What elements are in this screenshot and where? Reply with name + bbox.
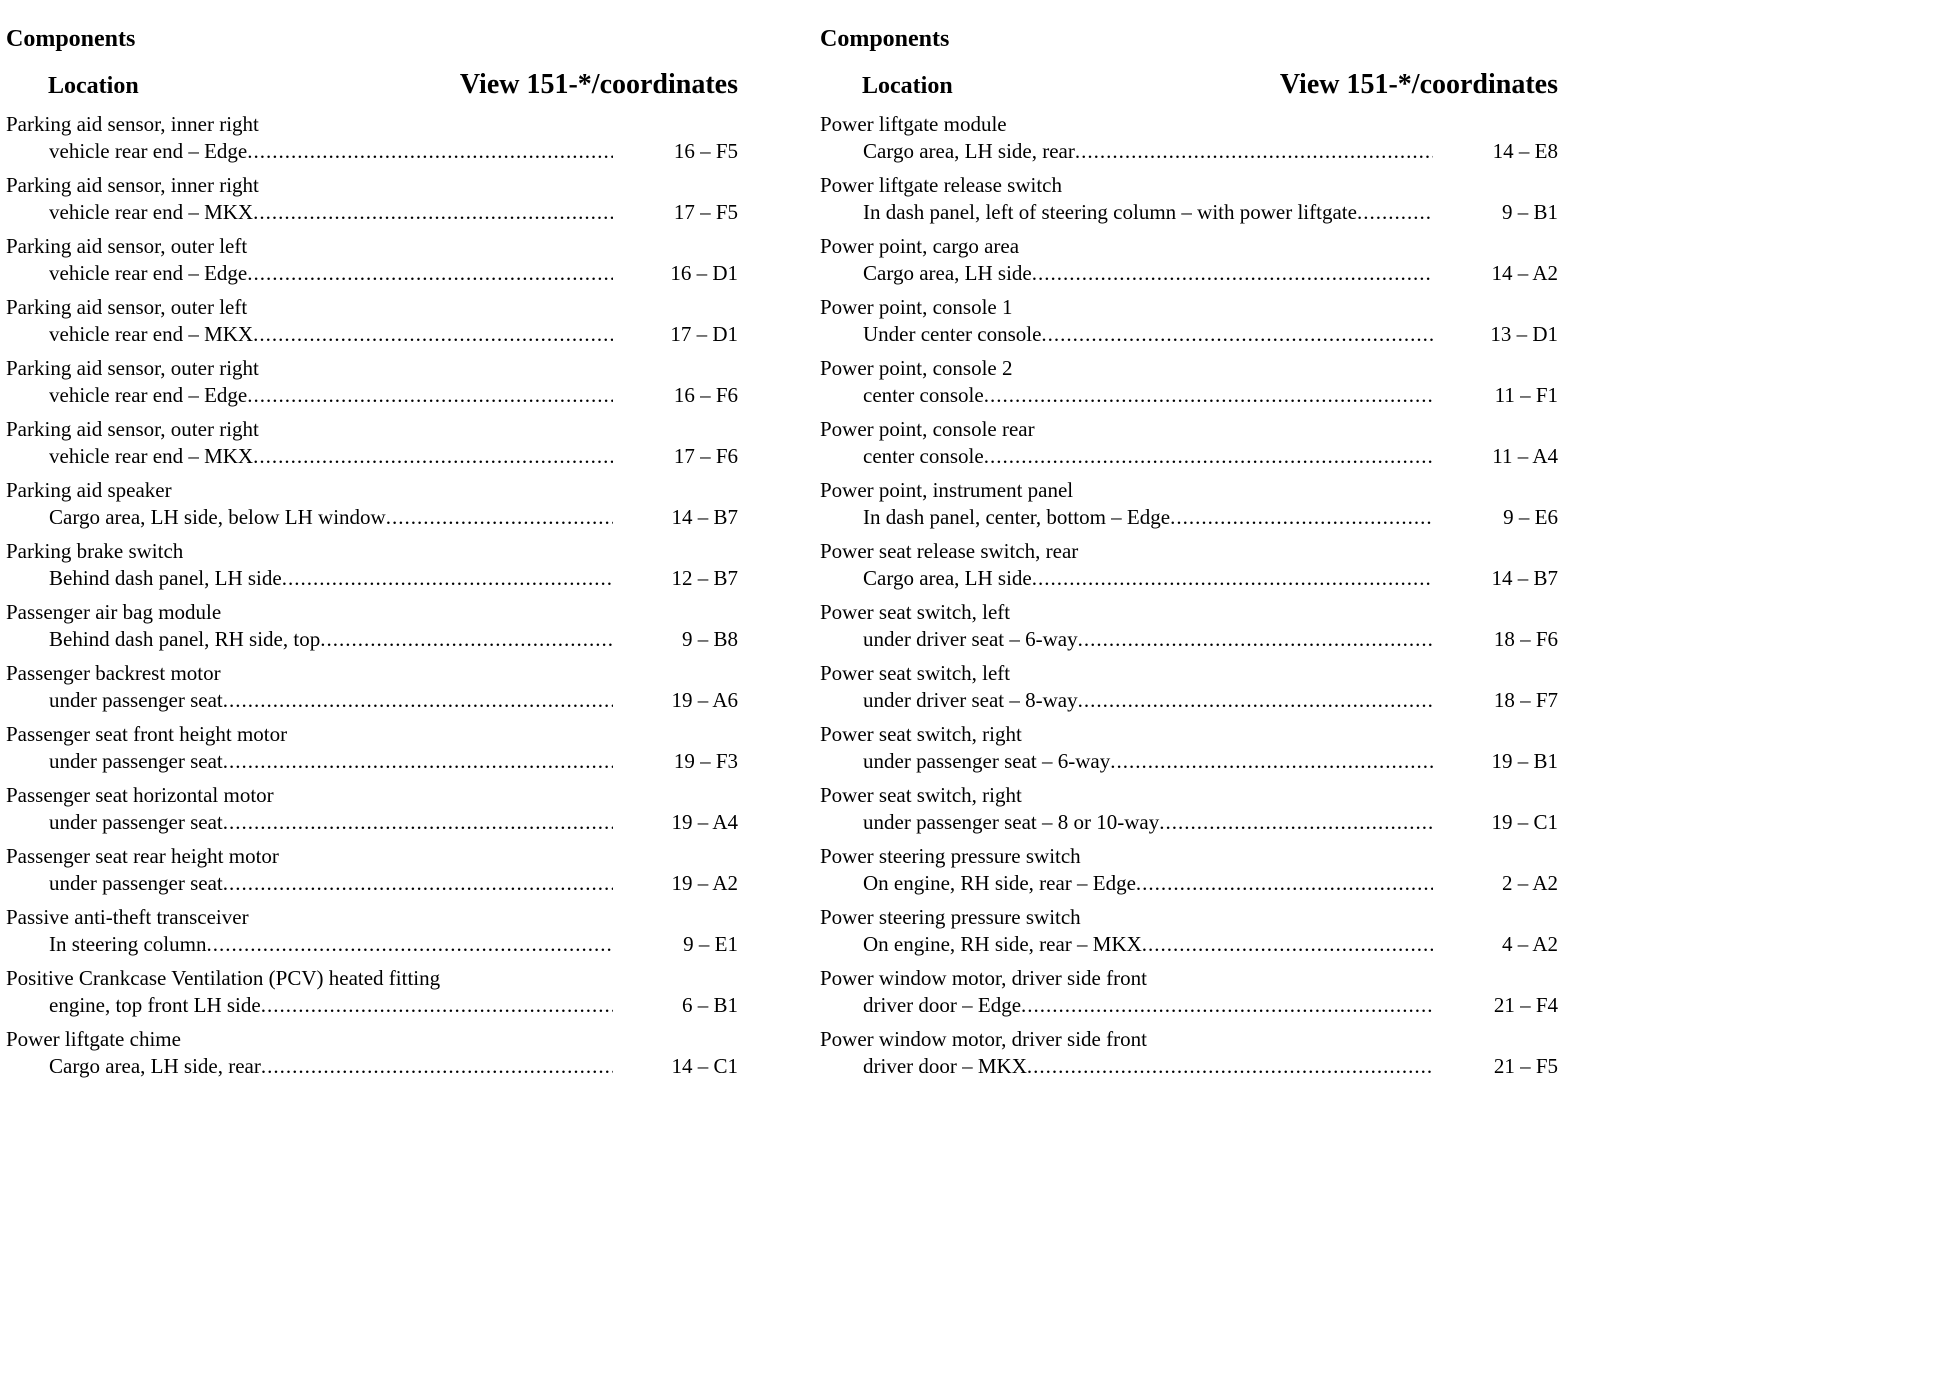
component-name: Power window motor, driver side front: [820, 1027, 1147, 1051]
section-title: Components: [6, 26, 136, 52]
component-location-row: [820, 443, 1558, 470]
dot-leader: [1032, 565, 1433, 592]
coordinate-value: 18 – F6: [1493, 627, 1558, 651]
dot-leader: [1032, 260, 1433, 287]
coordinate-value: 14 – B7: [1491, 566, 1558, 590]
coordinate-value: 17 – D1: [670, 322, 738, 346]
component-location-row: [820, 809, 1558, 836]
component-location: vehicle rear end – Edge: [49, 261, 248, 285]
coordinate-value: 16 – F5: [673, 139, 738, 163]
component-location-row: [820, 992, 1558, 1019]
component-name: Power seat switch, left: [820, 600, 1011, 624]
component-entry: [6, 111, 738, 165]
dot-leader: [1170, 504, 1433, 531]
coordinate-value: 19 – F3: [673, 749, 738, 773]
component-location: driver door – Edge: [863, 993, 1022, 1017]
dot-leader: [1021, 992, 1433, 1019]
coordinate-value: 19 – A2: [671, 871, 738, 895]
dot-leader: [223, 748, 613, 775]
dot-leader: [223, 870, 613, 897]
dot-leader: [247, 382, 613, 409]
coordinate-value: 19 – A4: [671, 810, 738, 834]
component-location-row: [6, 626, 738, 653]
component-location: under passenger seat: [49, 749, 223, 773]
dot-leader: [1027, 1053, 1433, 1080]
component-entry: [820, 843, 1558, 897]
component-entry: [820, 599, 1558, 653]
component-entry: [6, 172, 738, 226]
component-location: under passenger seat – 8 or 10-way: [863, 810, 1160, 834]
view-coordinates-header: View 151-*/coordinates: [459, 69, 738, 100]
dot-leader: [1136, 870, 1433, 897]
component-name: Passenger seat rear height motor: [6, 844, 279, 868]
dot-leader: [223, 687, 613, 714]
component-name: Power point, instrument panel: [820, 478, 1074, 502]
component-name: Passenger air bag module: [6, 600, 222, 624]
component-location-row: [6, 870, 738, 897]
component-location-row: [6, 504, 738, 531]
dot-leader: [247, 260, 613, 287]
component-location: Behind dash panel, LH side: [49, 566, 282, 590]
component-entry: [6, 416, 738, 470]
coordinate-value: 12 – B7: [671, 566, 738, 590]
component-location: On engine, RH side, rear – Edge: [863, 871, 1136, 895]
component-location-row: [6, 260, 738, 287]
component-name: Power point, console 2: [820, 356, 1013, 380]
dot-leader: [282, 565, 613, 592]
component-entry: [6, 355, 738, 409]
coordinate-value: 9 – E6: [1503, 505, 1558, 529]
component-name: Power point, console 1: [820, 295, 1013, 319]
component-location-row: [6, 565, 738, 592]
coordinate-value: 19 – C1: [1491, 810, 1558, 834]
component-name: Power seat switch, right: [820, 783, 1022, 807]
location-header: Location: [48, 73, 139, 99]
component-entry: [6, 965, 738, 1019]
component-location: under passenger seat: [49, 871, 223, 895]
component-location-row: [6, 809, 738, 836]
coordinate-value: 2 – A2: [1501, 871, 1558, 895]
component-location: engine, top front LH side: [49, 993, 261, 1017]
component-location: vehicle rear end – Edge: [49, 139, 248, 163]
component-name: Parking aid sensor, outer left: [6, 295, 248, 319]
component-name: Power seat release switch, rear: [820, 539, 1079, 563]
components-column-right: [820, 26, 1558, 1087]
component-location-row: [6, 382, 738, 409]
component-location-row: [6, 748, 738, 775]
component-name: Power point, cargo area: [820, 234, 1020, 258]
component-location: Under center console: [863, 322, 1042, 346]
component-location-row: [6, 1053, 738, 1080]
component-entry: [6, 1026, 738, 1080]
coordinate-value: 13 – D1: [1490, 322, 1558, 346]
component-location: under driver seat – 6-way: [863, 627, 1078, 651]
component-location: In dash panel, left of steering column – with power liftgate: [863, 200, 1357, 224]
component-entry: [820, 721, 1558, 775]
component-entry: [820, 782, 1558, 836]
component-location-row: [6, 687, 738, 714]
coordinate-value: 19 – A6: [671, 688, 738, 712]
component-location-row: [820, 687, 1558, 714]
dot-leader: [1159, 809, 1433, 836]
component-location-row: [6, 321, 738, 348]
component-name: Power seat switch, left: [820, 661, 1011, 685]
component-location: vehicle rear end – Edge: [49, 383, 248, 407]
component-location-row: [6, 443, 738, 470]
dot-leader: [984, 443, 1433, 470]
component-name: Parking aid speaker: [6, 478, 172, 502]
dot-leader: [206, 931, 613, 958]
component-location-row: [820, 748, 1558, 775]
component-entry: [820, 172, 1558, 226]
component-location-row: [820, 870, 1558, 897]
components-column-left: [6, 26, 738, 1087]
component-location: In dash panel, center, bottom – Edge: [863, 505, 1171, 529]
coordinate-value: 9 – B8: [681, 627, 738, 651]
dot-leader: [1142, 931, 1433, 958]
component-location-row: [6, 992, 738, 1019]
dot-leader: [261, 1053, 613, 1080]
dot-leader: [1078, 687, 1433, 714]
coordinate-value: 6 – B1: [681, 993, 738, 1017]
component-name: Parking brake switch: [6, 539, 184, 563]
component-name: Passenger seat horizontal motor: [6, 783, 274, 807]
component-name: Power point, console rear: [820, 417, 1035, 441]
component-location-row: [6, 138, 738, 165]
dot-leader: [253, 199, 613, 226]
coordinate-value: 14 – B7: [671, 505, 738, 529]
component-location: Behind dash panel, RH side, top: [49, 627, 321, 651]
component-location-row: [820, 1053, 1558, 1080]
dot-leader: [247, 138, 613, 165]
dot-leader: [253, 443, 613, 470]
component-location-row: [820, 931, 1558, 958]
coordinate-value: 17 – F6: [673, 444, 738, 468]
coordinate-value: 19 – B1: [1491, 749, 1558, 773]
component-entry: [820, 294, 1558, 348]
component-location: under passenger seat: [49, 810, 223, 834]
coordinate-value: 16 – D1: [670, 261, 738, 285]
column-headers: [6, 69, 738, 101]
component-entry: [6, 904, 738, 958]
component-location-row: [6, 931, 738, 958]
component-entry: [6, 477, 738, 531]
dot-leader: [261, 992, 613, 1019]
component-location: vehicle rear end – MKX: [49, 444, 254, 468]
dot-leader: [253, 321, 613, 348]
component-name: Power seat switch, right: [820, 722, 1022, 746]
component-location: vehicle rear end – MKX: [49, 200, 254, 224]
coordinate-value: 16 – F6: [673, 383, 738, 407]
component-entry: [820, 965, 1558, 1019]
component-entry: [820, 904, 1558, 958]
component-name: Positive Crankcase Ventilation (PCV) heated fitting: [6, 966, 441, 990]
component-entry: [820, 1026, 1558, 1080]
dot-leader: [1075, 138, 1433, 165]
dot-leader: [1041, 321, 1433, 348]
component-location: under passenger seat – 6-way: [863, 749, 1111, 773]
component-name: Power steering pressure switch: [820, 844, 1081, 868]
dot-leader: [984, 382, 1433, 409]
component-entry: [6, 233, 738, 287]
component-location: In steering column: [49, 932, 207, 956]
component-location-row: [820, 138, 1558, 165]
component-entry: [820, 233, 1558, 287]
column-headers: [820, 69, 1558, 101]
component-location: under passenger seat: [49, 688, 223, 712]
component-entry: [820, 660, 1558, 714]
component-entry: [6, 782, 738, 836]
coordinate-value: 14 – E8: [1492, 139, 1558, 163]
location-header: Location: [862, 73, 953, 99]
dot-leader: [1357, 199, 1433, 226]
component-entry: [820, 538, 1558, 592]
component-location: Cargo area, LH side, rear: [863, 139, 1075, 163]
coordinate-value: 11 – F1: [1494, 383, 1558, 407]
component-location: Cargo area, LH side, rear: [49, 1054, 261, 1078]
coordinate-value: 18 – F7: [1493, 688, 1558, 712]
component-location-row: [820, 321, 1558, 348]
dot-leader: [1110, 748, 1433, 775]
coordinate-value: 4 – A2: [1501, 932, 1558, 956]
component-location-row: [820, 565, 1558, 592]
component-location: vehicle rear end – MKX: [49, 322, 254, 346]
component-entry: [6, 660, 738, 714]
component-name: Parking aid sensor, outer left: [6, 234, 248, 258]
section-title: Components: [820, 26, 950, 52]
entries-list: [6, 111, 738, 1080]
coordinate-value: 14 – C1: [671, 1054, 738, 1078]
component-location: On engine, RH side, rear – MKX: [863, 932, 1142, 956]
component-location: Cargo area, LH side: [863, 261, 1032, 285]
component-name: Parking aid sensor, inner right: [6, 112, 259, 136]
component-name: Passenger seat front height motor: [6, 722, 288, 746]
component-location: Cargo area, LH side, below LH window: [49, 505, 386, 529]
component-name: Passive anti-theft transceiver: [6, 905, 249, 929]
component-location: Cargo area, LH side: [863, 566, 1032, 590]
coordinate-value: 21 – F4: [1493, 993, 1558, 1017]
coordinate-value: 14 – A2: [1491, 261, 1558, 285]
component-name: Power window motor, driver side front: [820, 966, 1147, 990]
component-location-row: [820, 199, 1558, 226]
component-name: Passenger backrest motor: [6, 661, 221, 685]
component-name: Parking aid sensor, inner right: [6, 173, 259, 197]
dot-leader: [1078, 626, 1433, 653]
component-location-row: [820, 382, 1558, 409]
component-entry: [820, 416, 1558, 470]
component-location-row: [820, 504, 1558, 531]
component-entry: [6, 721, 738, 775]
component-entry: [820, 355, 1558, 409]
component-name: Parking aid sensor, outer right: [6, 417, 259, 441]
component-name: Power liftgate release switch: [820, 173, 1062, 197]
component-name: Power liftgate module: [820, 112, 1007, 136]
component-location-row: [820, 626, 1558, 653]
component-location-row: [820, 260, 1558, 287]
coordinate-value: 17 – F5: [673, 200, 738, 224]
component-entry: [6, 599, 738, 653]
component-entry: [820, 477, 1558, 531]
coordinate-value: 21 – F5: [1493, 1054, 1558, 1078]
coordinate-value: 9 – B1: [1501, 200, 1558, 224]
component-entry: [820, 111, 1558, 165]
entries-list: [820, 111, 1558, 1080]
dot-leader: [223, 809, 613, 836]
component-location: under driver seat – 8-way: [863, 688, 1078, 712]
component-location-row: [6, 199, 738, 226]
component-entry: [6, 843, 738, 897]
view-coordinates-header: View 151-*/coordinates: [1279, 69, 1558, 100]
component-location: center console: [863, 383, 984, 407]
component-location: center console: [863, 444, 984, 468]
coordinate-value: 9 – E1: [683, 932, 738, 956]
coordinate-value: 11 – A4: [1492, 444, 1558, 468]
component-name: Power liftgate chime: [6, 1027, 181, 1051]
component-location: driver door – MKX: [863, 1054, 1027, 1078]
component-entry: [6, 294, 738, 348]
dot-leader: [386, 504, 613, 531]
component-name: Power steering pressure switch: [820, 905, 1081, 929]
component-name: Parking aid sensor, outer right: [6, 356, 259, 380]
component-entry: [6, 538, 738, 592]
dot-leader: [320, 626, 613, 653]
